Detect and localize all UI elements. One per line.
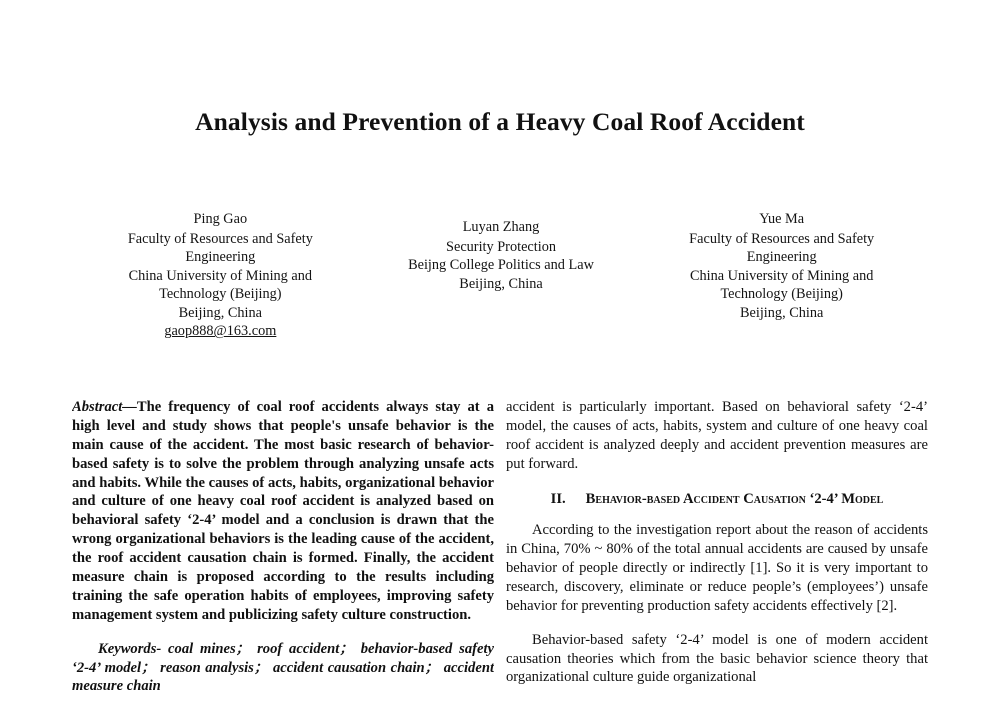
author-location-line: Beijing, China bbox=[178, 304, 263, 321]
author-entry-1 bbox=[80, 210, 361, 341]
author-affiliation-line: Faculty of Resources and Safety bbox=[689, 230, 875, 247]
author-affiliation-line: Faculty of Resources and Safety bbox=[127, 230, 313, 247]
section-title: Behavior-based Accident Causation ‘2-4’ Model bbox=[585, 490, 884, 507]
author-affiliation-line: Beijng College Politics and Law bbox=[408, 257, 594, 274]
section-heading bbox=[506, 490, 928, 509]
author-affiliation-line: China University of Mining and bbox=[689, 267, 874, 284]
abstract-label: Abstract— bbox=[72, 399, 137, 415]
author-affiliation-line: Engineering bbox=[185, 249, 256, 266]
column-right bbox=[506, 398, 928, 709]
author-affiliation-line: China University of Mining and bbox=[128, 267, 313, 284]
continued-paragraph: accident is particularly important. Based on behavioral safety ‘2-4’ model, the causes of acts, habits, system and culture of one heavy coal roof accident is analyzed deeply and accident prevention measures are put forward. bbox=[506, 399, 928, 472]
abstract-text: The frequency of coal roof accidents always stay at a high level and study shows that people's unsafe behavior is the main cause of the accident. The most basic research of behavior-based safety is to solve the problem through analyzing unsafe acts and habits. While the causes of acts, habits, organizational behavior and culture of one heavy coal roof accident is analyzed based on behavioral safety ‘2-4’ model and a conclusion is drawn that the wrong organizational behaviors is the leading cause of the accident, the roof accident causation chain is formed. Finally, the accident measure chain is proposed according to the results including training the safe operation habits of employees, improving safety management system and publicizing safety culture construction. bbox=[72, 399, 494, 623]
author-name: Luyan Zhang bbox=[462, 219, 540, 235]
body-columns bbox=[72, 398, 928, 709]
abstract-paragraph bbox=[72, 398, 494, 625]
author-location-line: Beijing, China bbox=[739, 304, 824, 321]
author-affiliation-line: Technology (Beijing) bbox=[159, 286, 282, 303]
section-paragraph-2: Behavior-based safety ‘2-4’ model is one of modern accident causation theories which from the basic behavior science theory that organizational culture guide organizational bbox=[506, 631, 928, 686]
column-left bbox=[72, 398, 494, 709]
author-affiliation-line: Technology (Beijing) bbox=[720, 286, 843, 303]
author-location-line: Beijing, China bbox=[459, 275, 543, 292]
author-entry-3 bbox=[641, 210, 922, 322]
keywords-paragraph: Keywords- coal mines； roof accident； behavior-based safety ‘2-4’ model； reason analysis； accident causation chain； accident measure chain bbox=[72, 640, 494, 695]
section-numeral: II. bbox=[550, 490, 566, 507]
page-title: Analysis and Prevention of a Heavy Coal Roof Accident bbox=[195, 107, 805, 136]
author-name: Yue Ma bbox=[759, 211, 805, 227]
author-entry-2 bbox=[361, 210, 642, 293]
author-affiliation-line: Engineering bbox=[746, 249, 817, 266]
author-email-link[interactable]: gaop888@163.com bbox=[164, 323, 277, 340]
section-paragraph-1: According to the investigation report about the reason of accidents in China, 70% ~ 80% of the total annual accidents are caused by unsafe behavior of people directly or indirectly [1]. So it is very important to research, discovery, eliminate or reduce people’s (employees’) unsafe behavior for preventing production safety accidents effectively [2]. bbox=[506, 522, 928, 614]
author-affiliation-line: Security Protection bbox=[446, 238, 556, 255]
author-name: Ping Gao bbox=[193, 211, 248, 227]
author-block bbox=[72, 210, 928, 341]
title-block bbox=[60, 108, 940, 137]
